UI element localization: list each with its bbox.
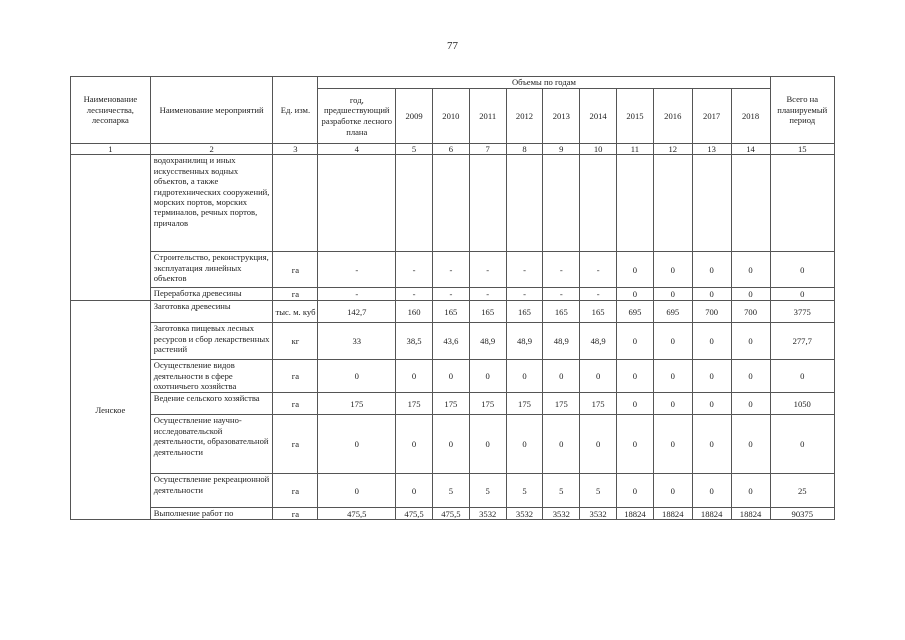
page-number: 77 bbox=[447, 40, 458, 52]
column-number: 5 bbox=[396, 144, 433, 155]
unit-cell: га bbox=[273, 252, 318, 288]
value-cell: 0 bbox=[770, 360, 834, 393]
value-cell: 175 bbox=[432, 393, 469, 415]
header-year-2009: 2009 bbox=[396, 89, 433, 144]
value-cell: 0 bbox=[543, 360, 580, 393]
forestry-cell-empty bbox=[71, 155, 151, 301]
header-prev-year: год, предшествующий разработке лесного плана bbox=[318, 89, 396, 144]
column-number: 10 bbox=[580, 144, 617, 155]
value-cell: 700 bbox=[731, 301, 770, 323]
column-number: 1 bbox=[71, 144, 151, 155]
value-cell: - bbox=[432, 252, 469, 288]
value-cell: 0 bbox=[692, 474, 731, 508]
value-cell: 0 bbox=[396, 360, 433, 393]
value-cell bbox=[617, 155, 654, 252]
table-row bbox=[71, 155, 835, 252]
value-cell: 0 bbox=[617, 415, 654, 474]
value-cell: 175 bbox=[318, 393, 396, 415]
value-cell: 0 bbox=[692, 415, 731, 474]
value-cell: 48,9 bbox=[506, 323, 543, 360]
value-cell: 0 bbox=[731, 252, 770, 288]
table-row bbox=[71, 360, 835, 393]
value-cell: 0 bbox=[731, 323, 770, 360]
value-cell: - bbox=[318, 288, 396, 301]
value-cell: 0 bbox=[731, 393, 770, 415]
value-cell: 1050 bbox=[770, 393, 834, 415]
value-cell: 0 bbox=[731, 288, 770, 301]
value-cell: 90375 bbox=[770, 508, 834, 520]
value-cell: 3532 bbox=[580, 508, 617, 520]
value-cell: 165 bbox=[543, 301, 580, 323]
column-number: 14 bbox=[731, 144, 770, 155]
unit-cell bbox=[273, 155, 318, 252]
value-cell: 0 bbox=[653, 252, 692, 288]
value-cell: 0 bbox=[396, 474, 433, 508]
table-row bbox=[71, 474, 835, 508]
value-cell: 48,9 bbox=[580, 323, 617, 360]
value-cell bbox=[432, 155, 469, 252]
table-row bbox=[71, 393, 835, 415]
table-row bbox=[71, 301, 835, 323]
value-cell: 18824 bbox=[731, 508, 770, 520]
value-cell: 475,5 bbox=[432, 508, 469, 520]
activity-name: Осуществление научно-исследовательской деятельности, образовательной деятельности bbox=[150, 415, 273, 474]
forestry-name: Ленское bbox=[71, 301, 151, 520]
value-cell: 18824 bbox=[692, 508, 731, 520]
unit-cell: га bbox=[273, 508, 318, 520]
value-cell: - bbox=[506, 288, 543, 301]
value-cell: 5 bbox=[506, 474, 543, 508]
value-cell: - bbox=[469, 288, 506, 301]
unit-cell: га bbox=[273, 360, 318, 393]
value-cell: 0 bbox=[580, 415, 617, 474]
table-row bbox=[71, 508, 835, 520]
column-number: 6 bbox=[432, 144, 469, 155]
value-cell: 3532 bbox=[543, 508, 580, 520]
value-cell: 38,5 bbox=[396, 323, 433, 360]
header-year-2013: 2013 bbox=[543, 89, 580, 144]
table-row bbox=[71, 323, 835, 360]
value-cell bbox=[506, 155, 543, 252]
value-cell: 5 bbox=[580, 474, 617, 508]
value-cell: 0 bbox=[396, 415, 433, 474]
value-cell: 18824 bbox=[653, 508, 692, 520]
value-cell: 175 bbox=[543, 393, 580, 415]
value-cell bbox=[770, 155, 834, 252]
value-cell: 695 bbox=[653, 301, 692, 323]
value-cell: 0 bbox=[543, 415, 580, 474]
column-number: 13 bbox=[692, 144, 731, 155]
value-cell: 0 bbox=[318, 415, 396, 474]
value-cell: 0 bbox=[731, 415, 770, 474]
header-year-2017: 2017 bbox=[692, 89, 731, 144]
value-cell: - bbox=[432, 288, 469, 301]
value-cell: 0 bbox=[653, 415, 692, 474]
value-cell: 0 bbox=[692, 360, 731, 393]
value-cell: - bbox=[396, 252, 433, 288]
value-cell: 175 bbox=[506, 393, 543, 415]
value-cell: 0 bbox=[653, 288, 692, 301]
column-number: 15 bbox=[770, 144, 834, 155]
unit-cell: кг bbox=[273, 323, 318, 360]
activity-name: Заготовка древесины bbox=[150, 301, 273, 323]
value-cell: - bbox=[506, 252, 543, 288]
header-year-2016: 2016 bbox=[653, 89, 692, 144]
value-cell: - bbox=[469, 252, 506, 288]
value-cell: 0 bbox=[770, 288, 834, 301]
unit-cell: га bbox=[273, 393, 318, 415]
value-cell: 0 bbox=[731, 474, 770, 508]
column-number: 12 bbox=[653, 144, 692, 155]
value-cell: 165 bbox=[432, 301, 469, 323]
header-activity: Наименование мероприятий bbox=[150, 77, 273, 144]
value-cell: 0 bbox=[617, 252, 654, 288]
value-cell: - bbox=[396, 288, 433, 301]
header-year-2010: 2010 bbox=[432, 89, 469, 144]
activity-name: Ведение сельского хозяйства bbox=[150, 393, 273, 415]
value-cell: 695 bbox=[617, 301, 654, 323]
value-cell: 175 bbox=[396, 393, 433, 415]
value-cell: - bbox=[543, 288, 580, 301]
value-cell: 0 bbox=[653, 393, 692, 415]
value-cell: 0 bbox=[506, 360, 543, 393]
value-cell: 5 bbox=[543, 474, 580, 508]
value-cell: 0 bbox=[617, 323, 654, 360]
column-number: 11 bbox=[617, 144, 654, 155]
header-unit: Ед. изм. bbox=[273, 77, 318, 144]
activity-name: Заготовка пищевых лесных ресурсов и сбор лекарственных растений bbox=[150, 323, 273, 360]
value-cell: - bbox=[543, 252, 580, 288]
header-year-2015: 2015 bbox=[617, 89, 654, 144]
value-cell: 3532 bbox=[469, 508, 506, 520]
value-cell: 0 bbox=[653, 360, 692, 393]
value-cell: 3775 bbox=[770, 301, 834, 323]
value-cell: 475,5 bbox=[318, 508, 396, 520]
value-cell bbox=[731, 155, 770, 252]
value-cell: 165 bbox=[469, 301, 506, 323]
value-cell: 0 bbox=[432, 415, 469, 474]
header-year-2012: 2012 bbox=[506, 89, 543, 144]
table-row bbox=[71, 288, 835, 301]
unit-cell: га bbox=[273, 474, 318, 508]
value-cell: 277,7 bbox=[770, 323, 834, 360]
value-cell: 48,9 bbox=[543, 323, 580, 360]
value-cell: 165 bbox=[506, 301, 543, 323]
value-cell: 175 bbox=[580, 393, 617, 415]
value-cell: 43,6 bbox=[432, 323, 469, 360]
value-cell: 0 bbox=[692, 288, 731, 301]
value-cell: 0 bbox=[318, 360, 396, 393]
header-year-2014: 2014 bbox=[580, 89, 617, 144]
value-cell: - bbox=[580, 288, 617, 301]
value-cell: 0 bbox=[653, 474, 692, 508]
value-cell: 0 bbox=[617, 393, 654, 415]
value-cell: 0 bbox=[506, 415, 543, 474]
value-cell: 5 bbox=[469, 474, 506, 508]
header-total: Всего на планируемый период bbox=[770, 77, 834, 144]
value-cell: 0 bbox=[469, 415, 506, 474]
activity-name: Строительство, реконструкция, эксплуатация линейных объектов bbox=[150, 252, 273, 288]
value-cell: 25 bbox=[770, 474, 834, 508]
unit-cell: га bbox=[273, 288, 318, 301]
value-cell: 0 bbox=[580, 360, 617, 393]
value-cell: 0 bbox=[617, 288, 654, 301]
value-cell: 5 bbox=[432, 474, 469, 508]
value-cell: 0 bbox=[653, 323, 692, 360]
value-cell: 165 bbox=[580, 301, 617, 323]
table-row bbox=[71, 415, 835, 474]
activity-name: Выполнение работ по bbox=[150, 508, 273, 520]
value-cell: 160 bbox=[396, 301, 433, 323]
column-number: 8 bbox=[506, 144, 543, 155]
value-cell bbox=[653, 155, 692, 252]
unit-cell: га bbox=[273, 415, 318, 474]
value-cell: 3532 bbox=[506, 508, 543, 520]
column-number: 7 bbox=[469, 144, 506, 155]
value-cell: 0 bbox=[731, 360, 770, 393]
value-cell: - bbox=[318, 252, 396, 288]
value-cell: 0 bbox=[770, 252, 834, 288]
activity-name: Осуществление видов деятельности в сфере охотничьего хозяйства bbox=[150, 360, 273, 393]
header-volumes-by-year: Объемы по годам bbox=[318, 77, 770, 89]
column-number: 2 bbox=[150, 144, 273, 155]
activity-name: Осуществление рекреационной деятельности bbox=[150, 474, 273, 508]
activity-name: водохранилищ и иных искусственных водных объектов, а также гидротехнических сооружений, морских портов, морских терминалов, речных портов, причалов bbox=[150, 155, 273, 252]
value-cell: 0 bbox=[692, 252, 731, 288]
value-cell: 175 bbox=[469, 393, 506, 415]
table-row bbox=[71, 252, 835, 288]
value-cell bbox=[318, 155, 396, 252]
value-cell: 0 bbox=[318, 474, 396, 508]
unit-cell: тыс. м. куб bbox=[273, 301, 318, 323]
value-cell: - bbox=[580, 252, 617, 288]
activity-name: Переработка древесины bbox=[150, 288, 273, 301]
forest-plan-table bbox=[70, 76, 835, 520]
column-number: 9 bbox=[543, 144, 580, 155]
value-cell bbox=[580, 155, 617, 252]
value-cell: 142,7 bbox=[318, 301, 396, 323]
value-cell: 0 bbox=[692, 323, 731, 360]
value-cell bbox=[692, 155, 731, 252]
value-cell: 48,9 bbox=[469, 323, 506, 360]
value-cell: 0 bbox=[692, 393, 731, 415]
value-cell: 475,5 bbox=[396, 508, 433, 520]
value-cell: 0 bbox=[617, 474, 654, 508]
value-cell bbox=[469, 155, 506, 252]
header-year-2011: 2011 bbox=[469, 89, 506, 144]
header-year-2018: 2018 bbox=[731, 89, 770, 144]
value-cell: 18824 bbox=[617, 508, 654, 520]
value-cell: 0 bbox=[432, 360, 469, 393]
value-cell: 700 bbox=[692, 301, 731, 323]
column-number: 4 bbox=[318, 144, 396, 155]
value-cell: 0 bbox=[469, 360, 506, 393]
value-cell: 0 bbox=[617, 360, 654, 393]
column-number: 3 bbox=[273, 144, 318, 155]
value-cell bbox=[396, 155, 433, 252]
value-cell: 0 bbox=[770, 415, 834, 474]
header-forestry: Наименование лесничества, лесопарка bbox=[71, 77, 151, 144]
value-cell bbox=[543, 155, 580, 252]
value-cell: 33 bbox=[318, 323, 396, 360]
